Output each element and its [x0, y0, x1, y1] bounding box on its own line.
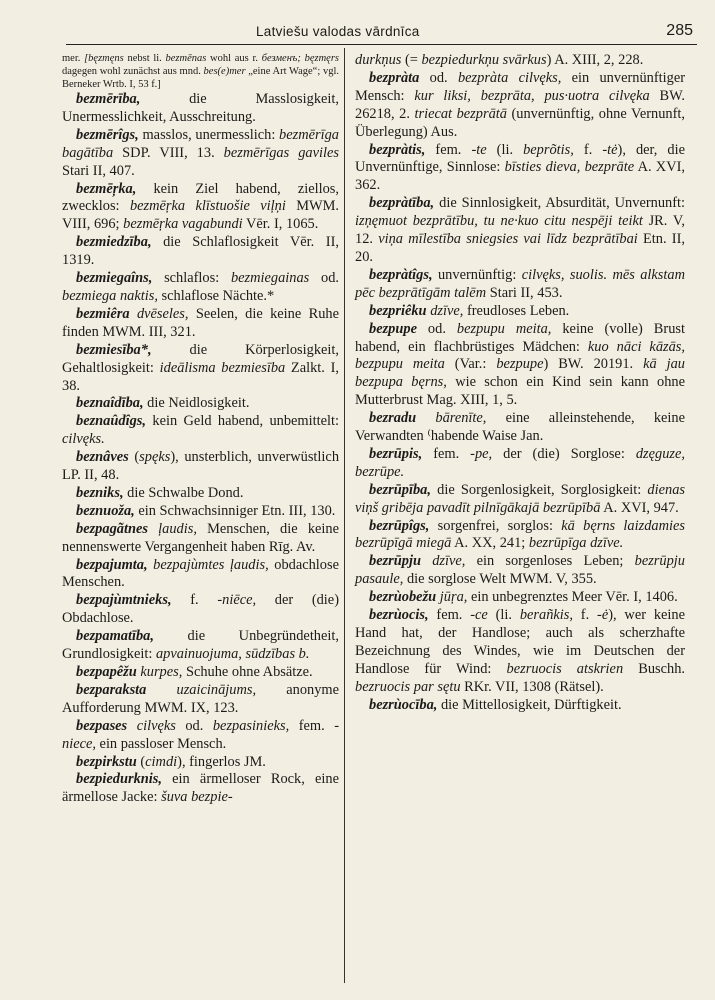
gloss-text: freudloses Leben.	[463, 302, 570, 319]
headword: bezmiegaîns,	[76, 270, 153, 287]
dictionary-entry	[355, 142, 685, 196]
gloss-text: dagegen wohl zunächst aus mnd.	[62, 66, 204, 77]
example-text: bezmēŗka klīstuošie viļņi	[129, 198, 286, 215]
headword: bezpajumta,	[76, 556, 148, 573]
dictionary-entry	[355, 303, 685, 321]
dictionary-entry	[62, 503, 339, 521]
dictionary-entry	[62, 682, 339, 718]
gloss-text: A. XVI, 947.	[600, 499, 679, 516]
headword: bezrūpība,	[369, 481, 431, 498]
headword: bezpriêku	[369, 302, 427, 319]
dictionary-entry	[355, 195, 685, 267]
headword: bezrūpis,	[369, 445, 423, 462]
headword: bezrūpju	[369, 553, 421, 570]
headword: bezniks,	[76, 484, 124, 501]
example-text: kurpes,	[140, 664, 183, 680]
gloss-text: keine (volle) Brust habend, ein flachbrüstiges Mädchen:	[355, 320, 685, 355]
example-text: izņęmuot bezprātību, tu ne·kuo citu nespēji teikt	[355, 213, 643, 230]
gloss-text: Vēr. I, 1065.	[242, 216, 319, 233]
gloss-text	[127, 718, 137, 734]
gloss-text: kein Geld habend, unbemittelt:	[145, 413, 339, 430]
gloss-text: die Körperlosigkeit, Gehaltlosigkeit:	[62, 341, 339, 376]
dictionary-entry	[355, 607, 685, 697]
gloss-text: Seelen, die keine Ruhe finden MWM. III, 321.	[62, 305, 340, 340]
example-text: bezmēnas	[165, 53, 207, 64]
example-text: bezpupu meita,	[456, 320, 552, 337]
example-text: kuo nāci kāzās, bezpupu meita	[355, 338, 686, 373]
gloss-text: der (die) Obdachlose.	[62, 592, 339, 627]
example-text: bīsties dieva, bezprāte	[504, 159, 635, 176]
example-text: -te	[471, 141, 487, 158]
example-text: bezpupe	[496, 356, 544, 373]
headword: bezmiêra	[76, 305, 130, 322]
gloss-text: Etn. II, 20.	[355, 231, 685, 265]
gloss-text: ), wer keine Hand hat, der Handlose; auch als scherzhafte Bezeichnung des Windes, wie im Deutschen der Handlose für Wind:	[355, 607, 685, 677]
headword: bezpràtîgs,	[369, 266, 433, 283]
gloss-text: anonyme Aufforderung MWM. IX, 123.	[62, 681, 339, 716]
example-text: dzīve,	[430, 302, 464, 319]
example-text: bezpiedurkņu svārkus	[421, 52, 547, 68]
headword: bezmērîgs,	[76, 126, 139, 143]
gloss-text: Schuhe ohne Absätze.	[182, 664, 313, 680]
gloss-text: sorgenfrei, sorglos:	[429, 517, 562, 534]
gloss-text: ), unsterblich, unverwüstlich LP. II, 48.	[62, 449, 340, 484]
dictionary-entry	[62, 234, 339, 270]
example-text: bezruocis par sętu	[355, 678, 461, 695]
dictionary-entry	[355, 518, 685, 554]
gloss-text: RKr. VII, 1308 (Rätsel).	[460, 678, 604, 695]
headword: bezrùocība,	[369, 696, 438, 713]
dictionary-entry	[355, 267, 685, 303]
headword: beznaûdîgs,	[76, 413, 146, 430]
example-text: cilvęks	[136, 717, 176, 734]
headword: bezpajùmtnieks,	[76, 592, 172, 609]
dictionary-entry	[355, 446, 685, 482]
example-text: bezruocis atskrien	[506, 660, 624, 677]
gloss-text: (	[136, 753, 146, 770]
gloss-text: die Unbegründetheit, Grundlosigkeit:	[62, 628, 339, 663]
gloss-text: ein sorgenloses Leben;	[465, 553, 635, 570]
gloss-text: die Sinnlosigkeit, Absurdität, Unvernunft:	[434, 195, 685, 212]
dictionary-entry	[62, 127, 339, 181]
gloss-text: Stari II, 453.	[486, 284, 563, 301]
dictionary-entry	[62, 557, 339, 593]
gloss-text	[146, 682, 176, 698]
gloss-text: MWM. VIII, 696;	[62, 198, 340, 233]
gloss-text: ) A. XIII, 2, 228.	[546, 52, 644, 68]
example-text: bezmiega naktis,	[62, 287, 158, 304]
headword: bezpràta	[369, 69, 420, 86]
gloss-text: schlaflose Nächte.*	[157, 287, 275, 304]
dictionary-entry	[62, 592, 339, 628]
gloss-text: der (die) Sorglose:	[492, 445, 636, 462]
gloss-text: die Neidlosigkeit.	[143, 395, 250, 412]
dictionary-entry	[355, 553, 685, 589]
example-text: bezrūpju pasaule,	[355, 553, 685, 588]
dictionary-entry	[62, 449, 339, 485]
gloss-text: f.	[573, 141, 603, 158]
example-text: jūŗa,	[439, 589, 468, 606]
example-text: bezmēŗka vagabundi	[123, 216, 243, 233]
gloss-text: A. XX, 241;	[451, 535, 529, 552]
gloss-text: ), der, die Unvernünftige, Sinnlose:	[355, 141, 685, 176]
gloss-text: (=	[401, 52, 422, 68]
example-text: bezpasinieks,	[212, 717, 290, 734]
dictionary-entry	[62, 628, 339, 664]
example-text: -tė	[602, 141, 618, 158]
dictionary-entry	[62, 718, 339, 754]
gloss-text: Stari II, 407.	[62, 162, 135, 179]
headword: bezpràtība,	[369, 195, 435, 212]
example-text: dienas viņš gribēja pavadīt pilnīgākajā bezrūpībā	[355, 481, 685, 516]
gloss-text: die sorglose Welt MWM. V, 355.	[403, 571, 597, 588]
gloss-text: mer.	[62, 53, 85, 64]
example-text: -ce	[470, 607, 488, 624]
headword: bezradu	[369, 410, 417, 427]
example-text: kā jau bezpupa bęrns,	[355, 356, 685, 391]
dictionary-entry	[355, 410, 685, 446]
example-text: bezrūpīga dzīve.	[528, 535, 624, 552]
example-text: bārenīte,	[435, 410, 487, 427]
example-text: -ė	[597, 607, 609, 624]
example-text: [bęzmęns	[84, 53, 124, 64]
gloss-text: schlaflos:	[152, 270, 231, 287]
example-text: apvainuojuma, sūdzības b.	[155, 646, 310, 663]
headword: bezpapêžu	[76, 664, 137, 680]
gloss-text: masslos, unermesslich:	[138, 126, 280, 143]
gloss-text: Zalkt. I, 38.	[62, 359, 339, 394]
dictionary-entry	[62, 413, 339, 449]
dictionary-entry	[62, 306, 339, 342]
example-text: triecat bezprātā	[414, 105, 507, 122]
example-text: beprõtis,	[523, 141, 574, 158]
gloss-text: „eine Art Wage“; vgl. Berneker Wrtb. I, 53 f.]	[62, 66, 339, 90]
dictionary-entry	[355, 482, 685, 518]
example-text: berañkis,	[519, 607, 573, 624]
gloss-text: ein passloser Mensch.	[95, 735, 227, 752]
dictionary-entry	[62, 521, 339, 557]
gloss-text	[421, 553, 432, 569]
example-text: dvēseles,	[136, 305, 189, 322]
example-text: cilvęks, suolis. mēs alkstam pēc bezprātīgām talēm	[355, 266, 685, 301]
page-number: 285	[666, 22, 693, 39]
dictionary-entry	[355, 589, 685, 607]
dictionary-entry	[355, 697, 685, 715]
gloss-text: fem.	[425, 141, 472, 158]
running-head	[66, 22, 697, 45]
right-column	[355, 52, 685, 715]
headword: bezrùobežu	[369, 589, 437, 606]
gloss-text: JR. V, 12.	[355, 213, 685, 248]
headword: bezrùocis,	[369, 607, 429, 624]
gloss-text: (unvernünftig, ohne Vernunft, Überlegung) Aus.	[355, 105, 685, 140]
headword: bezpiedurknis,	[76, 771, 162, 788]
headword: bezpagãtnes	[76, 520, 148, 537]
gloss-text: wohl aus r.	[206, 53, 262, 64]
gloss-text: od.	[419, 69, 458, 86]
gloss-text: unvernünftig:	[432, 266, 522, 283]
gloss-text: SDP. VIII, 13.	[113, 144, 224, 161]
gloss-text: nebst li.	[123, 53, 166, 64]
gloss-text: fem.	[289, 717, 335, 734]
example-text: bezpràta cilvęks,	[457, 69, 562, 86]
example-text: šuva bezpie-	[161, 789, 233, 806]
headword: beznaîdība,	[76, 395, 144, 412]
example-text: cilvęks.	[62, 431, 105, 448]
gloss-text: ein unbegrenztes Meer Vēr. I, 1406.	[467, 589, 678, 606]
headword: bezmērība,	[76, 91, 141, 107]
gloss-text: kein Ziel habend, ziellos, zwecklos:	[62, 180, 339, 215]
gloss-text: od.	[416, 320, 457, 337]
gloss-text: fem.	[428, 607, 471, 624]
example-text: viņa mīlestība sniegsies vai līdz bezprātībai	[378, 231, 638, 248]
headword: bezpupe	[369, 320, 417, 337]
headword: beznâves	[76, 449, 129, 466]
gloss-text: ), fingerlos JM.	[177, 753, 266, 770]
example-text: bezmērīgas gaviles	[223, 144, 339, 161]
example-text: -pe,	[470, 445, 493, 462]
dictionary-entry	[355, 321, 685, 411]
gloss-text: ) BW. 20191.	[543, 356, 644, 373]
example-text: bezpajùmtes ļaudis,	[153, 556, 269, 573]
example-text: dzęguze, bezrūpe.	[355, 445, 685, 480]
headword: bezrūpîgs,	[369, 517, 430, 534]
gloss-text: die Schwalbe Dond.	[123, 484, 244, 501]
gloss-text: die Mittellosigkeit, Dürftigkeit.	[437, 696, 622, 713]
example-text: kur liksi, bezprāta, pus·uotra cilvęka	[414, 87, 650, 104]
example-text: -niēce,	[217, 592, 257, 609]
gloss-text: (Var.:	[444, 356, 497, 373]
dictionary-entry	[62, 342, 339, 396]
gloss-text: od.	[175, 717, 213, 734]
example-text: ideālisma bezmiesība	[159, 359, 286, 376]
headword: bezmiedzība,	[76, 234, 152, 251]
gloss-text: Menschen, die keine nennenswerte Vergangenheit haben Rīg. Av.	[62, 520, 339, 555]
headword: bezpràtis,	[369, 141, 426, 158]
left-column	[62, 52, 339, 807]
gloss-text: (li.	[487, 607, 520, 624]
column-divider	[344, 48, 345, 983]
dictionary-entry	[62, 270, 339, 306]
example-text: dzīve,	[432, 553, 466, 570]
gloss-text	[148, 521, 158, 537]
gloss-text	[130, 306, 137, 322]
dictionary-entry	[62, 181, 339, 235]
gloss-text: Buschh.	[623, 660, 685, 677]
example-text: bezmērīga bagātība	[62, 126, 339, 161]
headword: bezmiesība*,	[76, 341, 152, 358]
gloss-text: wie schon ein Kind sein kann ohne Mutterbrust Mag. XIII, 1, 5.	[355, 374, 685, 409]
example-text: -niece,	[62, 717, 339, 752]
example-text: безменъ; bęzmęrs	[261, 53, 339, 64]
example-text: kā bęrns laizdamies bezrūpīgā miegā	[355, 517, 685, 552]
headword: beznuoža,	[76, 502, 135, 519]
dictionary-entry	[62, 485, 339, 503]
gloss-text: f.	[171, 592, 218, 609]
dictionary-entry	[355, 52, 685, 70]
dictionary-entry	[62, 754, 339, 772]
example-text: durkņus	[355, 52, 402, 68]
gloss-text: ein Schwachsinniger Etn. III, 130.	[134, 502, 336, 519]
gloss-text: A. XVI, 362.	[355, 159, 685, 194]
gloss-text: eine alleinstehende, keine Verwandten ⁽habende Waise Jan.	[355, 410, 685, 445]
example-text: bezmiegainas	[230, 270, 310, 287]
gloss-text: BW. 26218, 2.	[355, 87, 685, 122]
gloss-text: fem.	[422, 445, 471, 462]
gloss-text: die Sorgenlosigkeit, Sorglosigkeit:	[430, 481, 648, 498]
gloss-text: (li.	[486, 141, 524, 158]
dictionary-entry	[62, 664, 339, 682]
gloss-text: ein unvernünftiger Mensch:	[355, 69, 686, 104]
headword: bezparaksta	[76, 681, 147, 698]
gloss-text: ein ärmelloser Rock, eine ärmellose Jacke:	[62, 771, 339, 806]
example-text: cimdi	[145, 753, 178, 770]
example-text: spęks	[139, 449, 171, 466]
dictionary-entry	[62, 52, 339, 91]
gloss-text: (	[128, 449, 140, 466]
headword: bezpirkstu	[76, 753, 137, 770]
gloss-text: die Masslosigkeit, Unermesslichkeit, Ausschreitung.	[62, 91, 339, 125]
gloss-text: obdachlose Menschen.	[62, 556, 339, 591]
example-text: bes(e)mer	[203, 66, 246, 77]
dictionary-entry	[355, 70, 685, 142]
gloss-text: die Schlaflosigkeit Vēr. II, 1319.	[62, 234, 339, 269]
example-text: uzaicinājums,	[176, 681, 257, 698]
headword: bezpamatība,	[76, 628, 154, 645]
dictionary-entry	[62, 395, 339, 413]
dictionary-entry	[62, 91, 339, 127]
dictionary-entry	[62, 771, 339, 807]
headword: bezpases	[76, 717, 128, 734]
headword: bezmēŗka,	[76, 180, 137, 197]
example-text: ļaudis,	[158, 520, 197, 537]
gloss-text	[416, 410, 435, 426]
gloss-text: od.	[309, 270, 339, 287]
gloss-text: f.	[572, 607, 598, 624]
running-title: Latviešu valodas vārdnīca	[256, 24, 420, 39]
